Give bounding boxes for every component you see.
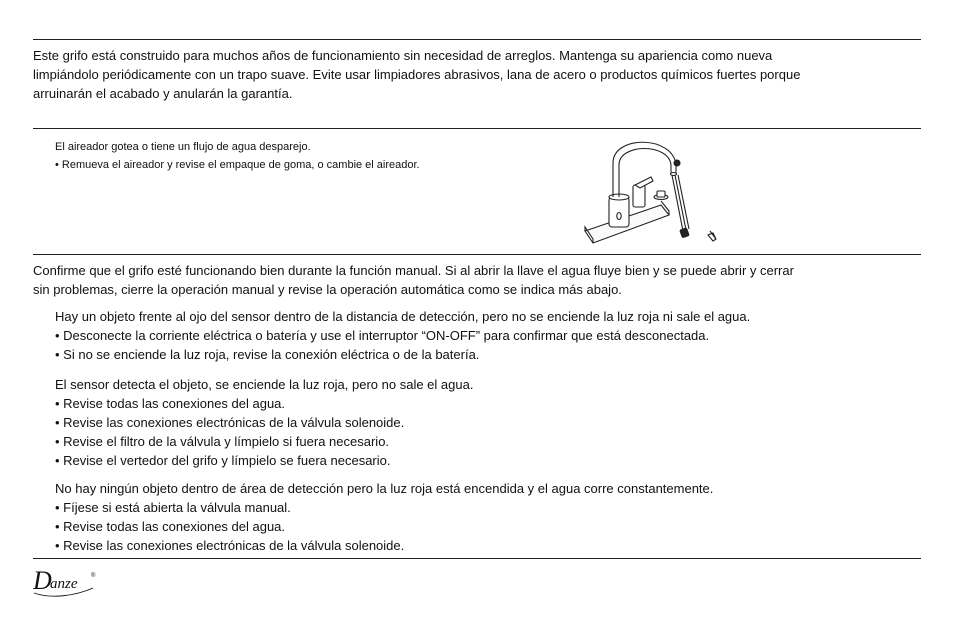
issue-step: • Revise todas las conexiones del agua. — [55, 519, 286, 534]
issue-step: • Desconecte la corriente eléctrica o batería y use el interruptor “ON-OFF” para confirmar que está desconectada. — [55, 328, 710, 343]
logo-registered-mark: ® — [91, 573, 96, 579]
issue-problem: No hay ningún objeto dentro de área de detección pero la luz roja está encendida y el agua corre constantemente. — [55, 481, 714, 496]
issue-problem: Hay un objeto frente al ojo del sensor dentro de la distancia de detección, pero no se enciende la luz roja ni sale el agua. — [55, 309, 751, 324]
issue-block — [55, 307, 750, 364]
aerator-problem: El aireador gotea o tiene un flujo de agua desparejo. — [55, 141, 311, 153]
faucet-illustration — [583, 135, 728, 247]
logo-initial: D — [33, 566, 52, 595]
issue-problem: El sensor detecta el objeto, se enciende la luz roja, pero no sale el agua. — [55, 377, 474, 392]
care-line: arruinarán el acabado y anularán la garantía. — [33, 86, 293, 101]
issue-step: • Revise todas las conexiones del agua. — [55, 396, 286, 411]
issue-block — [55, 479, 713, 555]
care-line: Este grifo está construido para muchos años de funcionamiento sin necesidad de arreglos. Mantenga su apariencia como nueva — [33, 48, 773, 63]
issue-step: • Revise las conexiones electrónicas de la válvula solenoide. — [55, 415, 405, 430]
issue-step: • Revise el vertedor del grifo y límpielo se fuera necesario. — [55, 453, 391, 468]
intro-line: Confirme que el grifo esté funcionando bien durante la función manual. Si al abrir la llave el agua fluye bien y se puede abrir y cerrar — [33, 263, 794, 278]
bottom-rule — [33, 558, 921, 559]
aerator-solution: • Remueva el aireador y revise el empaque de goma, o cambie el aireador. — [55, 159, 420, 171]
intro-paragraph — [33, 261, 794, 299]
issue-step: • Revise el filtro de la válvula y límpielo si fuera necesario. — [55, 434, 390, 449]
intro-line: sin problemas, cierre la operación manual y revise la operación automática como se indica más abajo. — [33, 282, 622, 297]
care-paragraph — [33, 46, 800, 103]
issue-step: • Revise las conexiones electrónicas de la válvula solenoide. — [55, 538, 405, 553]
issue-step: • Si no se enciende la luz roja, revise la conexión eléctrica o de la batería. — [55, 347, 480, 362]
danze-logo — [33, 566, 113, 600]
care-line: limpiándolo periódicamente con un trapo suave. Evite usar limpiadores abrasivos, lana de acero o productos químicos fuertes porque — [33, 67, 801, 82]
issue-block — [55, 375, 473, 470]
section-rule — [33, 128, 921, 129]
section-rule — [33, 254, 921, 255]
aerator-section — [55, 138, 420, 174]
logo-rest: anze — [50, 576, 78, 592]
issue-step: • Fíjese si está abierta la válvula manual. — [55, 500, 291, 515]
top-rule — [33, 39, 921, 40]
